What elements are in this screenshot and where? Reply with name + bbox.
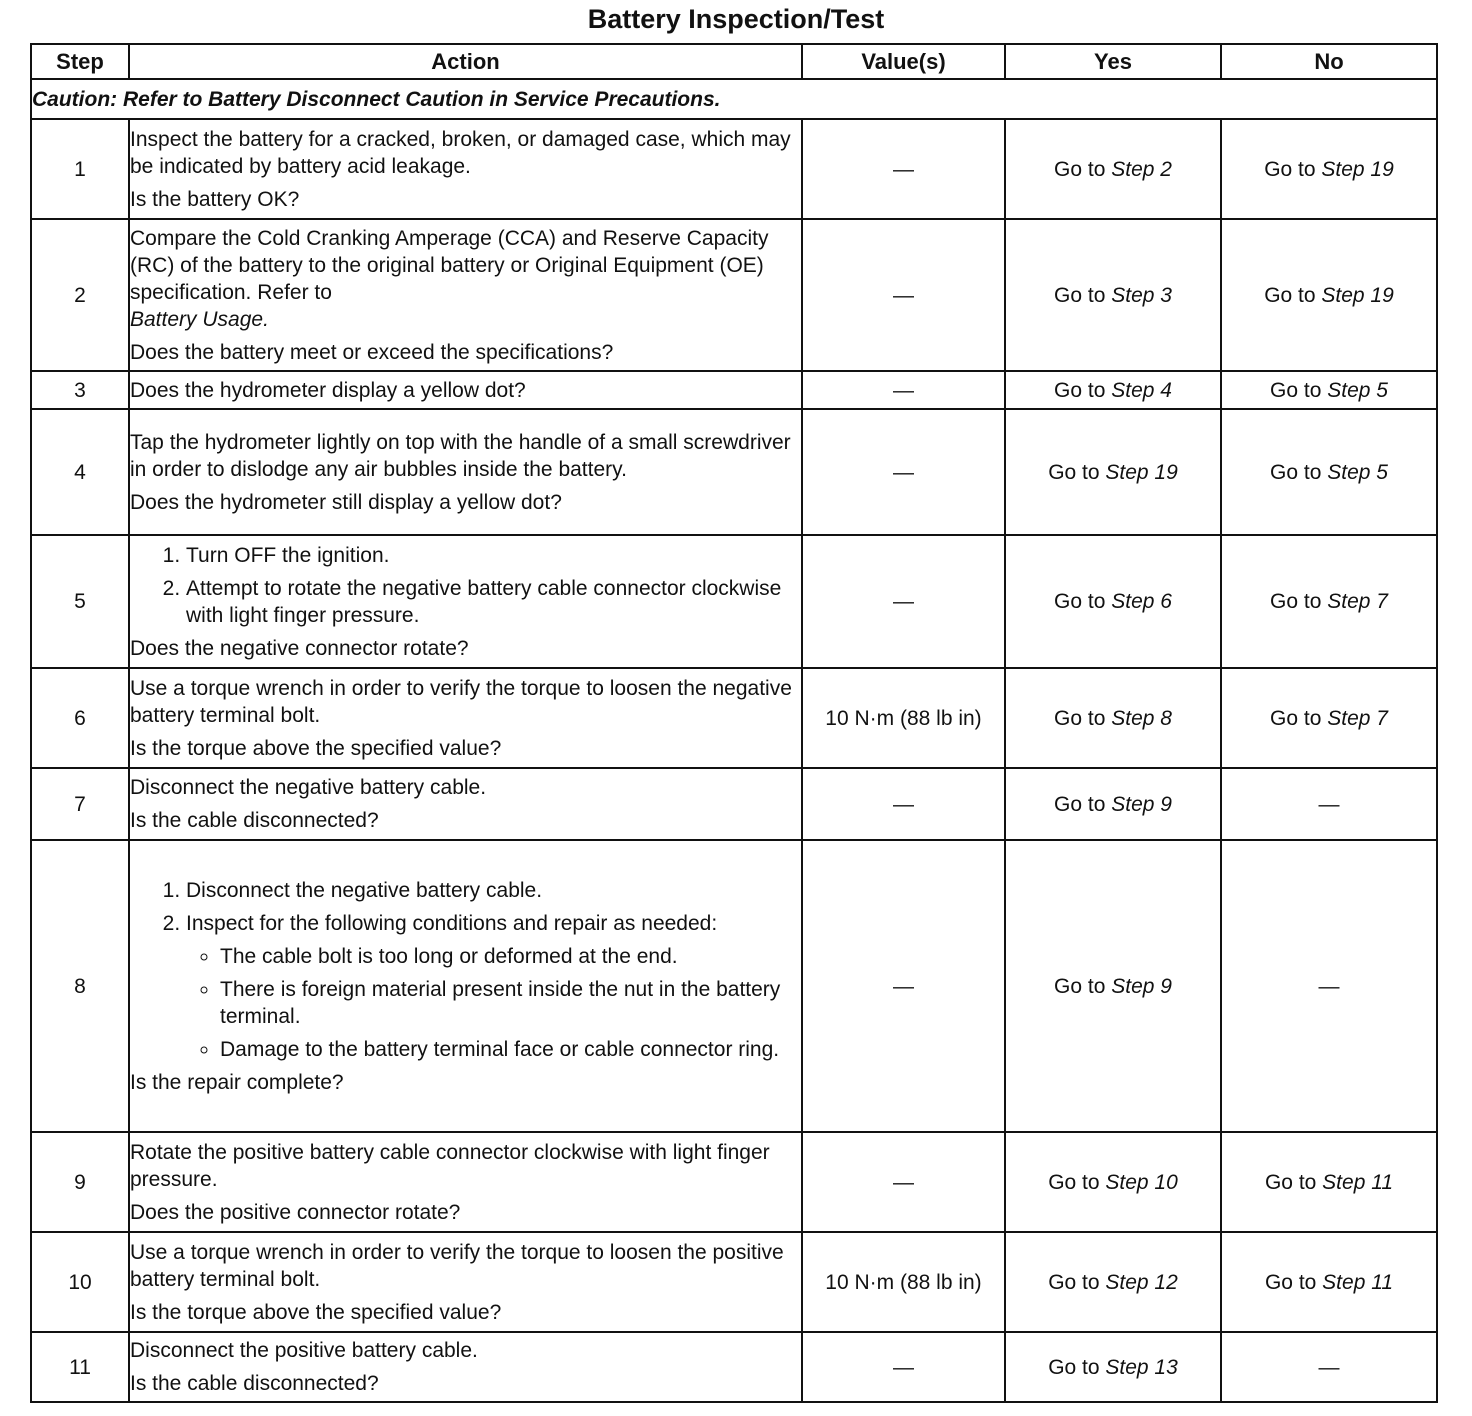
yes-cell — [1005, 840, 1221, 1132]
yes-step-link[interactable]: Step 9 — [1111, 974, 1172, 998]
yes-step-link[interactable]: Step 13 — [1105, 1355, 1178, 1379]
yes-cell — [1005, 409, 1221, 535]
action-text: Inspect the battery for a cracked, broken, or damaged case, which may be indicated by battery acid leakage. — [130, 127, 791, 178]
step-number: 6 — [31, 668, 129, 768]
step-number: 2 — [31, 219, 129, 371]
goto-label: Go to — [1054, 378, 1112, 402]
table-row — [31, 119, 1437, 219]
substep-list — [130, 542, 801, 629]
goto-label: Go to — [1264, 1170, 1323, 1194]
substep-list — [130, 877, 801, 1063]
table-row — [31, 1232, 1437, 1332]
action-text: Tap the hydrometer lightly on top with the handle of a small screwdriver in order to dislodge any air bubbles inside the battery. — [130, 430, 791, 481]
header-row — [31, 44, 1437, 79]
action-question: Does the negative connector rotate? — [130, 636, 469, 660]
goto-label: Go to — [1054, 974, 1112, 998]
document-title: Battery Inspection/Test — [587, 4, 885, 34]
yes-step-link[interactable]: Step 4 — [1111, 378, 1172, 402]
action-question: Is the torque above the specified value? — [130, 1300, 502, 1324]
yes-step-link[interactable]: Step 9 — [1111, 792, 1172, 816]
table-row — [31, 668, 1437, 768]
no-cell — [1221, 409, 1437, 535]
yes-step-link[interactable]: Step 2 — [1111, 157, 1172, 181]
yes-cell — [1005, 119, 1221, 219]
value-cell: 10 N·m (88 lb in) — [802, 668, 1005, 768]
step-number: 8 — [31, 840, 129, 1132]
table-row — [31, 840, 1437, 1132]
table-row — [31, 219, 1437, 371]
step-number: 3 — [31, 371, 129, 409]
action-question: Does the hydrometer still display a yellow dot? — [130, 490, 562, 514]
action-text: Use a torque wrench in order to verify the torque to loosen the positive battery terminal bolt. — [130, 1240, 784, 1291]
goto-label: Go to — [1264, 1270, 1323, 1294]
action-cell — [129, 1332, 802, 1402]
no-step-link[interactable]: Step 11 — [1322, 1170, 1394, 1194]
no-cell — [1221, 219, 1437, 371]
header-value: Value(s) — [802, 44, 1005, 79]
step-number: 9 — [31, 1132, 129, 1232]
table-row — [31, 1332, 1437, 1402]
yes-cell — [1005, 219, 1221, 371]
value-cell: — — [802, 371, 1005, 409]
caution-row — [31, 79, 1437, 119]
no-cell: — — [1221, 840, 1437, 1132]
action-cell — [129, 119, 802, 219]
action-question: Does the battery meet or exceed the specifications? — [130, 340, 614, 364]
action-cell — [129, 535, 802, 668]
step-number: 7 — [31, 768, 129, 840]
header-yes: Yes — [1005, 44, 1221, 79]
no-cell: — — [1221, 1332, 1437, 1402]
action-cell — [129, 840, 802, 1132]
no-cell — [1221, 371, 1437, 409]
action-question: Is the battery OK? — [130, 187, 300, 211]
no-cell — [1221, 668, 1437, 768]
yes-cell — [1005, 371, 1221, 409]
header-no: No — [1221, 44, 1437, 79]
action-text: Compare the Cold Cranking Amperage (CCA) and Reserve Capacity (RC) of the battery to the original battery or Original Equipment (OE) specification. Refer to Battery Usage. — [130, 226, 769, 331]
goto-label: Go to — [1270, 590, 1328, 613]
goto-label: Go to — [1054, 590, 1112, 613]
action-cell — [129, 668, 802, 768]
action-cell — [129, 1132, 802, 1232]
action-cell — [129, 371, 802, 409]
yes-cell — [1005, 1232, 1221, 1332]
no-step-link[interactable]: Step 7 — [1327, 590, 1388, 613]
no-cell — [1221, 1132, 1437, 1232]
yes-cell — [1005, 768, 1221, 840]
yes-step-link[interactable]: Step 12 — [1105, 1270, 1178, 1294]
action-question: Is the cable disconnected? — [130, 1372, 379, 1395]
yes-cell — [1005, 1132, 1221, 1232]
action-cell — [129, 409, 802, 535]
battery-usage-link[interactable]: Battery Usage. — [130, 307, 269, 331]
goto-label: Go to — [1270, 460, 1328, 484]
step-number: 11 — [31, 1332, 129, 1402]
list-item: 2. Inspect for the following conditions and repair as needed: ◦ The cable bolt is too long or deformed at the end. ◦ There is foreign material present inside the nut in the battery terminal. ◦ Damage to the battery terminal face or cable connector ring. — [186, 910, 801, 1063]
yes-step-link[interactable]: Step 6 — [1111, 590, 1172, 613]
list-item: ◦ Damage to the battery terminal face or cable connector ring. — [220, 1036, 801, 1063]
action-text: Disconnect the positive battery cable. — [130, 1339, 478, 1362]
no-step-link[interactable]: Step 5 — [1327, 460, 1388, 484]
action-question: Does the hydrometer display a yellow dot? — [130, 378, 526, 402]
action-cell — [129, 219, 802, 371]
value-cell: — — [802, 535, 1005, 668]
no-step-link[interactable]: Step 7 — [1327, 706, 1388, 730]
value-cell: — — [802, 768, 1005, 840]
value-cell: — — [802, 409, 1005, 535]
goto-label: Go to — [1270, 378, 1328, 402]
goto-label: Go to — [1270, 706, 1328, 730]
condition-list — [186, 943, 801, 1063]
caution-text: Caution: Refer to Battery Disconnect Caution in Service Precautions. — [31, 79, 1437, 119]
no-cell — [1221, 119, 1437, 219]
inspection-table — [30, 43, 1438, 1403]
no-step-link[interactable]: Step 11 — [1322, 1270, 1394, 1294]
table-row — [31, 371, 1437, 409]
table-row — [31, 768, 1437, 840]
header-step: Step — [31, 44, 129, 79]
no-step-link[interactable]: Step 19 — [1321, 283, 1394, 307]
no-cell — [1221, 1232, 1437, 1332]
no-cell: — — [1221, 768, 1437, 840]
goto-label: Go to — [1054, 283, 1112, 307]
yes-cell — [1005, 535, 1221, 668]
goto-label: Go to — [1048, 1270, 1106, 1294]
value-cell: 10 N·m (88 lb in) — [802, 1232, 1005, 1332]
goto-label: Go to — [1264, 283, 1322, 307]
yes-cell — [1005, 1332, 1221, 1402]
list-item: 1. Turn OFF the ignition. — [186, 542, 801, 569]
value-cell: — — [802, 840, 1005, 1132]
goto-label: Go to — [1054, 706, 1112, 730]
no-step-link[interactable]: Step 19 — [1321, 157, 1394, 181]
no-step-link[interactable]: Step 5 — [1327, 378, 1388, 402]
step-number: 4 — [31, 409, 129, 535]
table-row — [31, 409, 1437, 535]
action-question: Is the cable disconnected? — [130, 809, 379, 832]
yes-step-link[interactable]: Step 10 — [1105, 1170, 1178, 1194]
yes-step-link[interactable]: Step 8 — [1111, 706, 1172, 730]
value-cell: — — [802, 219, 1005, 371]
goto-label: Go to — [1048, 1170, 1106, 1194]
value-cell: — — [802, 1132, 1005, 1232]
action-cell — [129, 1232, 802, 1332]
table-row — [31, 535, 1437, 668]
value-cell: — — [802, 119, 1005, 219]
action-cell — [129, 768, 802, 840]
action-text: Disconnect the negative battery cable. — [130, 776, 487, 799]
yes-step-link[interactable]: Step 19 — [1105, 460, 1178, 484]
goto-label: Go to — [1048, 1355, 1106, 1379]
list-item: ◦ There is foreign material present inside the nut in the battery terminal. — [220, 976, 801, 1030]
action-question: Is the torque above the specified value? — [130, 736, 502, 760]
list-item: 1. Disconnect the negative battery cable. — [186, 877, 801, 904]
yes-step-link[interactable]: Step 3 — [1111, 283, 1172, 307]
action-text: Rotate the positive battery cable connector clockwise with light finger pressure. — [130, 1140, 770, 1191]
goto-label: Go to — [1264, 157, 1322, 181]
step-number: 10 — [31, 1232, 129, 1332]
header-action: Action — [129, 44, 802, 79]
goto-label: Go to — [1048, 460, 1106, 484]
step-number: 1 — [31, 119, 129, 219]
action-text: Use a torque wrench in order to verify the torque to loosen the negative battery terminal bolt. — [130, 676, 792, 727]
yes-cell — [1005, 668, 1221, 768]
value-cell: — — [802, 1332, 1005, 1402]
goto-label: Go to — [1054, 792, 1112, 816]
no-cell — [1221, 535, 1437, 668]
step-number: 5 — [31, 535, 129, 668]
list-item: 2. Attempt to rotate the negative battery cable connector clockwise with light finger pressure. — [186, 575, 801, 629]
action-question: Is the repair complete? — [130, 1070, 344, 1094]
list-item: ◦ The cable bolt is too long or deformed at the end. — [220, 943, 801, 970]
action-question: Does the positive connector rotate? — [130, 1200, 461, 1224]
table-row — [31, 1132, 1437, 1232]
goto-label: Go to — [1054, 157, 1112, 181]
